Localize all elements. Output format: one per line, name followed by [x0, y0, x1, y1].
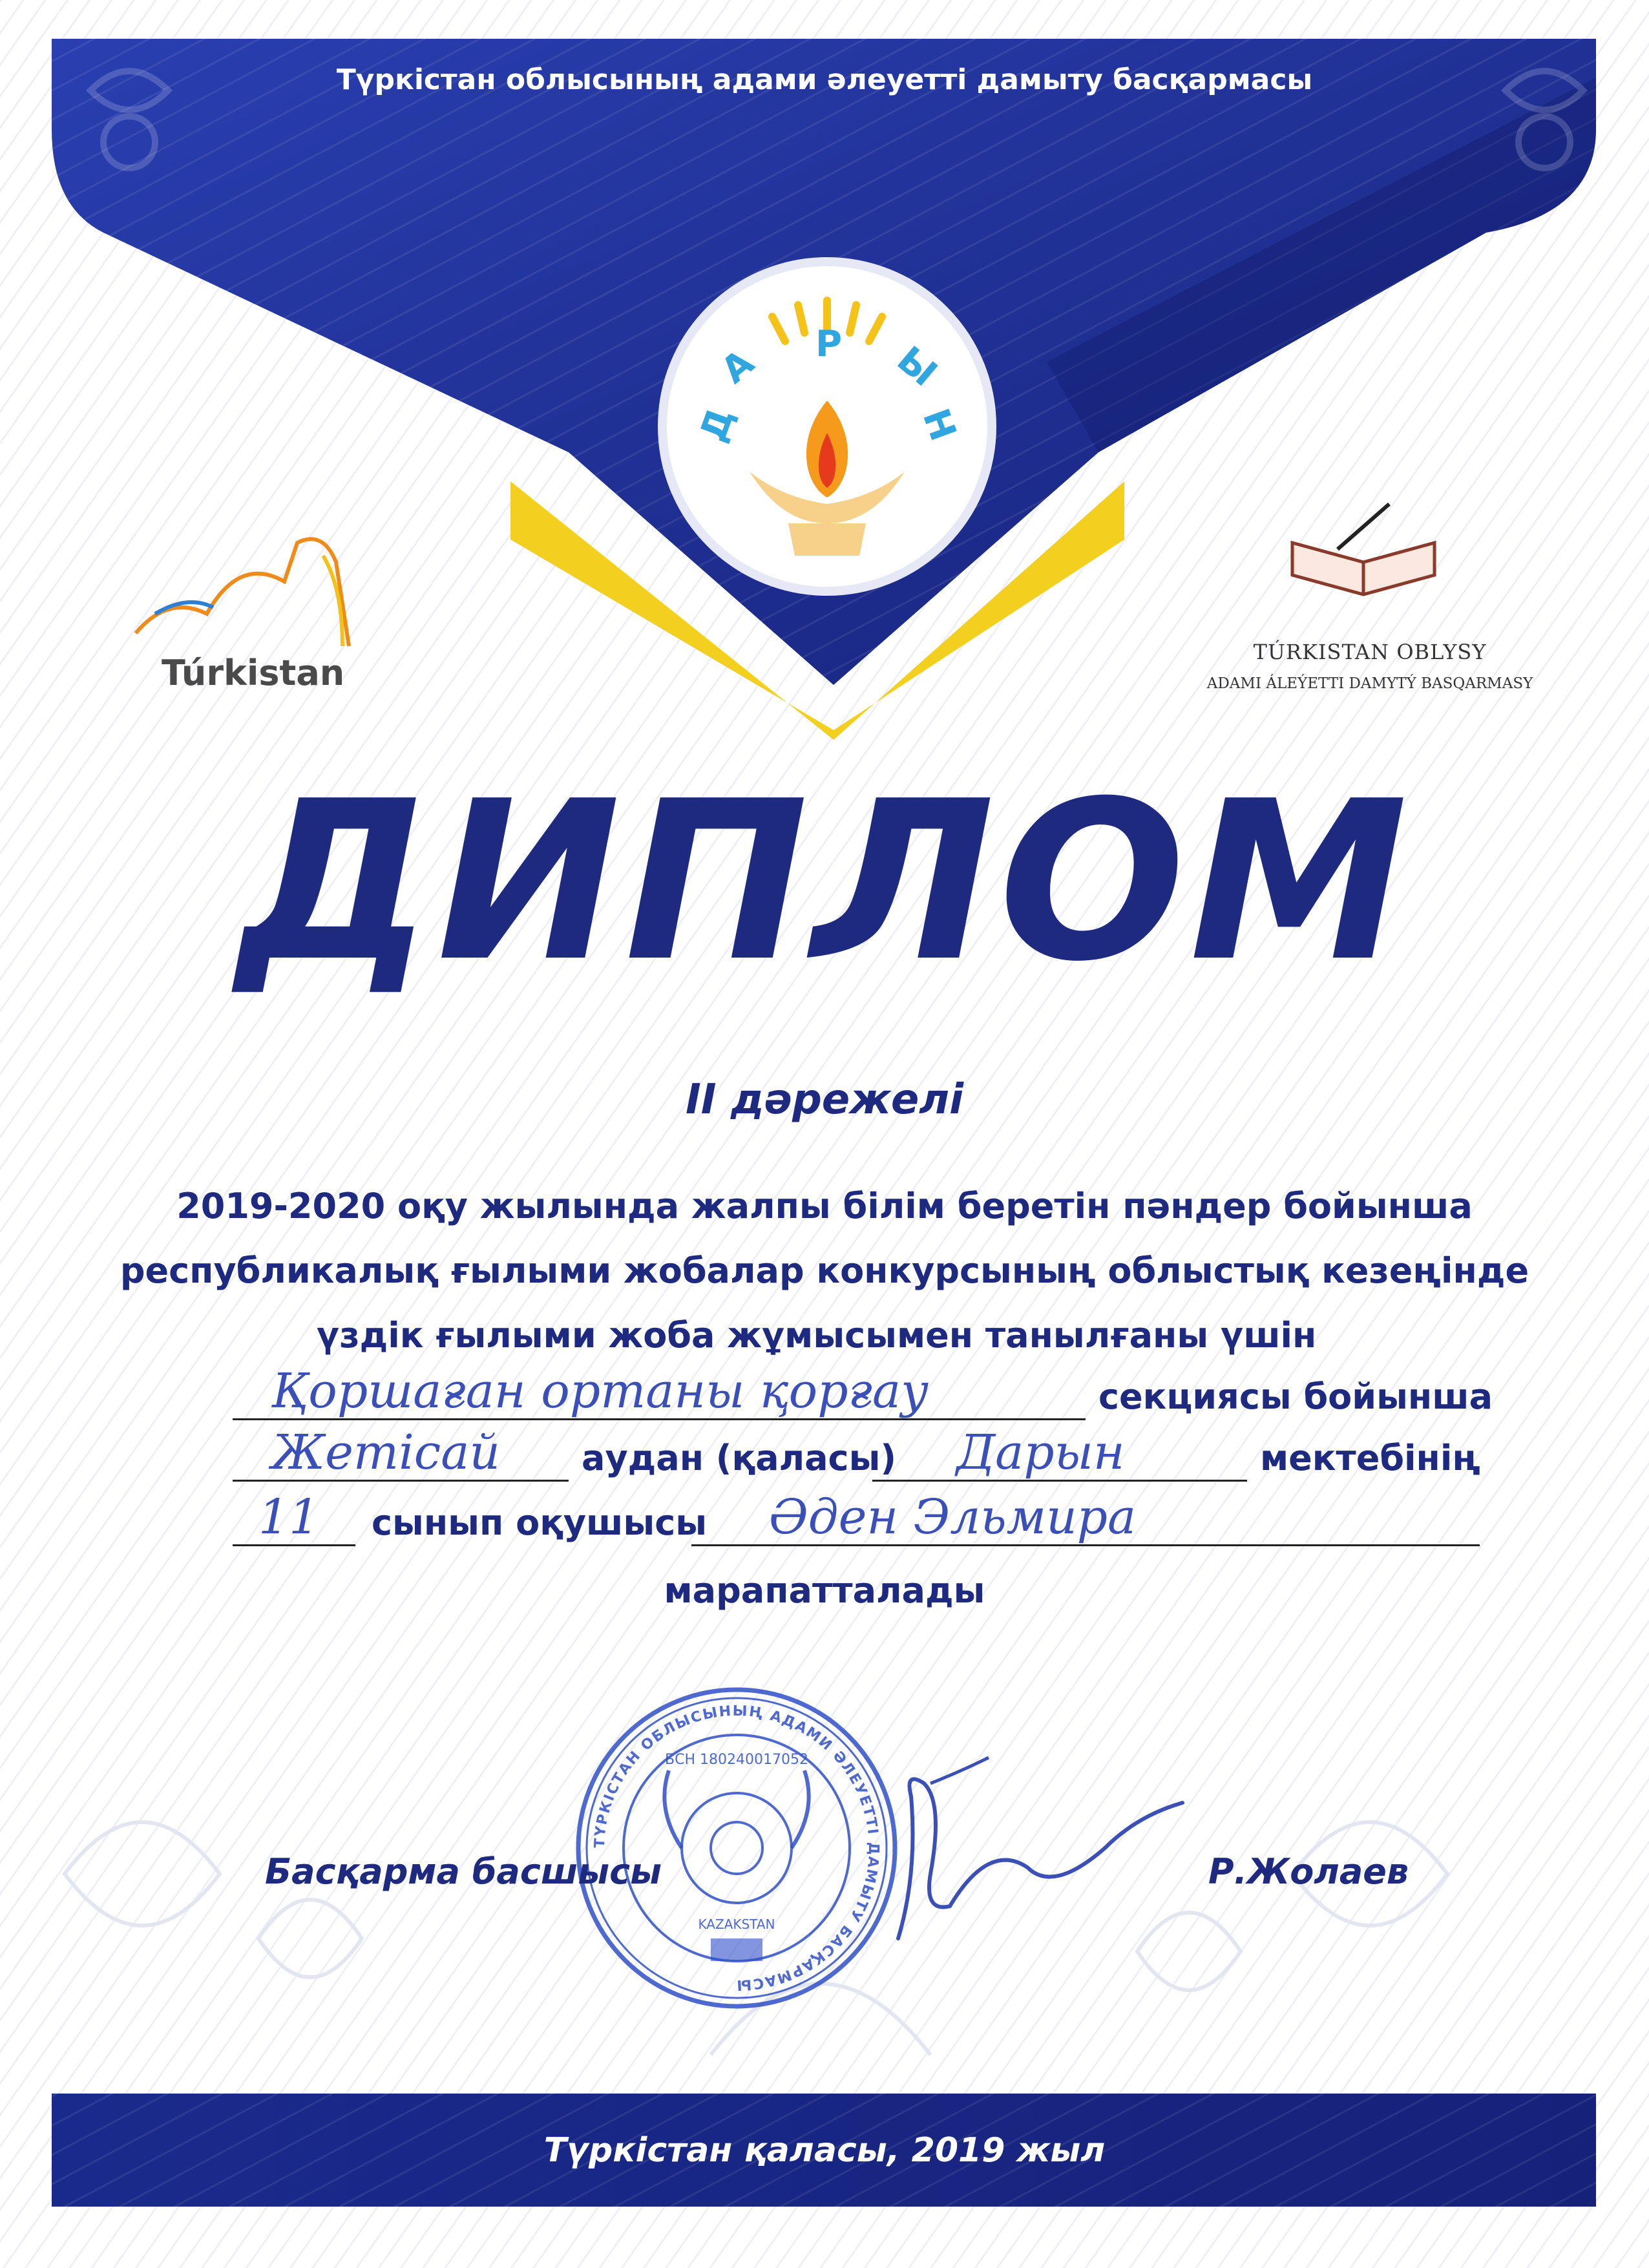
emblem-letter-a: А [713, 341, 762, 392]
right-logo-line2: ADAMI ÁLEÝETTI DAMYTÝ BASQARMASY [1206, 675, 1533, 692]
section-value: Қоршаған ортаны қорғау [271, 1363, 929, 1419]
emblem-letter-d: Д [691, 402, 743, 448]
degree: II дәрежелі [685, 1076, 964, 1124]
emblem-letter-r: Р [815, 323, 843, 365]
grade-label: сынып оқушысы [372, 1502, 708, 1543]
district-rule [233, 1480, 569, 1482]
description-line-2: республикалық ғылыми жобалар конкурсының облыстық кезеңінде [120, 1250, 1529, 1291]
footer-banner [0, 2094, 1649, 2268]
stamp-ring-text: ТҮРКІСТАН ОБЛЫСЫНЫҢ АДАМИ ӘЛЕУЕТТІ ДАМЫТУ БАСҚАРМАСЫ [591, 1703, 882, 1993]
school-value: Дарын [956, 1425, 1125, 1480]
official-stamp [569, 1680, 905, 2016]
org-title: Түркістан облысының адами әлеуетті дамыту басқармасы [336, 63, 1313, 96]
district-value: Жетісай [271, 1425, 500, 1480]
handwritten-signature [859, 1745, 1221, 1977]
section-suffix: секциясы бойынша [1098, 1376, 1493, 1417]
signer-position: Басқарма басшысы [265, 1851, 662, 1892]
district-label: аудан (қаласы) [582, 1438, 897, 1478]
stamp-id-text: БСН 180240017052 [665, 1752, 808, 1768]
grade-value: 11 [258, 1489, 320, 1545]
stamp-country: KAZAKSTAN [698, 1916, 775, 1932]
emblem-letter-y: Ы [888, 338, 945, 395]
description-line-3: үздік ғылыми жоба жұмысымен танылғаны үшін [317, 1315, 1317, 1356]
right-logo-line1: TÚRKISTAN OBLYSY [1253, 640, 1487, 664]
turkistan-city-logo-graphic [129, 517, 375, 653]
school-suffix: мектебінің [1260, 1438, 1480, 1478]
emblem-letter-n: Н [914, 403, 964, 446]
grade-rule [233, 1544, 355, 1546]
turkistan-wordmark: Túrkistan [162, 653, 345, 693]
school-rule [872, 1480, 1247, 1482]
signer-name: Р.Жолаев [1208, 1851, 1409, 1892]
book-quill-logo [1279, 498, 1454, 620]
awarded: марапатталады [664, 1570, 985, 1611]
student-rule [691, 1544, 1480, 1546]
section-rule [233, 1418, 1086, 1420]
diploma-title: ДИПЛОМ [237, 754, 1412, 1010]
footer-place-year: Түркістан қаласы, 2019 жыл [543, 2131, 1106, 2170]
student-value: Әден Эльмира [769, 1489, 1137, 1545]
description-line-1: 2019-2020 оқу жылында жалпы білім беретін пәндер бойынша [176, 1186, 1473, 1226]
